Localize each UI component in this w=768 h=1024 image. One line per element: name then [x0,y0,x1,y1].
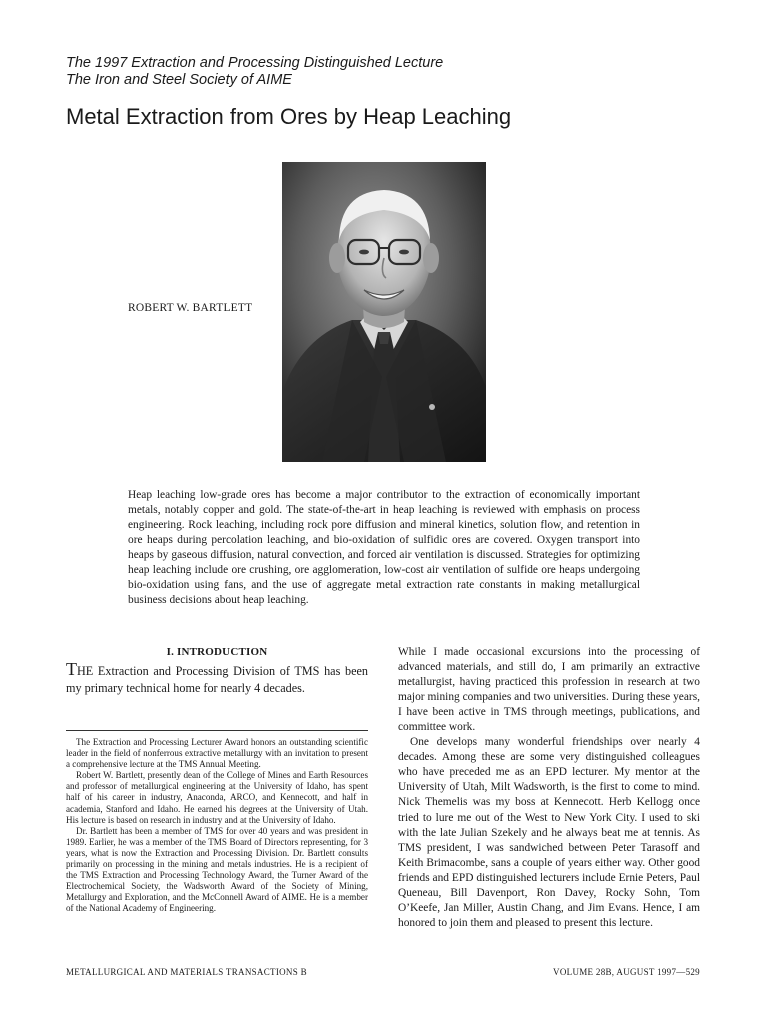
introduction-text: HE Extraction and Processing Division of TMS has been my primary technical home for nearly 4 decades. [66,664,368,695]
footnote-membership: Dr. Bartlett has been a member of TMS for over 40 years and was president in 1989. Earlier, he was a member of the TMS Board of Directors representing, for 3 years, what is now the Extraction and Processing Division. Dr. Bartlett consults primarily on processing in the mining and metals industries. He is a recipient of the TMS Extraction and Processing Technology Award, the Turner Award of the Electrochemical Society, the Wadsworth Award of the Society of Mining, Metallurgy and Exploration, and the McConnell Award of AIME. He is a member of the National Academy of Engineering. [66,825,368,914]
author-name: ROBERT W. BARTLETT [128,302,253,314]
article-title: Metal Extraction from Ores by Heap Leaching [66,104,512,129]
footnote-divider [66,730,368,731]
drop-cap: T [66,659,77,679]
author-portrait-photo [282,162,486,462]
footnote-award: The Extraction and Processing Lecturer Award honors an outstanding scientific leader in the field of nonferrous extractive metallurgy with an invitation to present a comprehensive lecture at the TMS Annual Meeting. [66,737,368,770]
lecture-line-1: The 1997 Extraction and Processing Distinguished Lecture [66,55,444,71]
paragraph: While I made occasional excursions into the processing of advanced materials, and still do, I am primarily an extractive metallurgist, having practiced this profession in research at two major mining companies and two universities. During these years, I have been active in TMS through meetings, publications, and committee work. [398,646,700,734]
running-footer-journal: METALLURGICAL AND MATERIALS TRANSACTIONS B [66,967,307,977]
lecture-line-2: The Iron and Steel Society of AIME [66,72,292,88]
introduction-paragraph [66,661,368,697]
portrait-illustration [282,162,486,462]
footnotes [66,737,368,915]
footnote-biography: Robert W. Bartlett, presently dean of the College of Mines and Earth Resources and professor of metallurgical engineering at the University of Idaho, has spent half of his career in industry, Anaconda, ARCO, and Kennecott, and half in academia, Stanford and Idaho. He earned his degrees at the University of Utah. His lecture is based on research in industry and at the University of Idaho. [66,770,368,825]
right-column-text [398,645,700,931]
section-heading-introduction: I. INTRODUCTION [166,646,268,658]
running-footer-volume-page: VOLUME 28B, AUGUST 1997—529 [553,967,700,977]
abstract: Heap leaching low-grade ores has become a major contributor to the extraction of economically important metals, notably copper and gold. The state-of-the-art in heap leaching is reviewed with emphasis on process engineering. Rock leaching, including rock pore diffusion and mineral kinetics, solution flow, and retention in ore heaps during percolation leaching, and bio-oxidation of sulfidic ores are covered. Oxygen transport into heaps by gaseous diffusion, natural convection, and forced air ventilation is discussed. Strategies for optimizing heap leaching include ore crushing, ore agglomeration, low-cost air ventilation of sulfide ore heaps undergoing bio-oxidation using fans, and the use of aggregate metal extraction rate constants in making metallurgical business decisions about heap leaching. [128,489,640,606]
paragraph: One develops many wonderful friendships over nearly 4 decades. Among these are some very distinguished colleagues who have preceded me as an EPD lecturer. My mentor at the University of Utah, Milt Wadsworth, is the first to come to mind. Nick Themelis was my boss at Kennecott. Herb Kellogg once tried to lure me out of the West to New York City. I used to ski with the late Julian Szekely and he always beat me at tennis. As TMS president, I was sandwiched between Peter Tarasoff and Keith Brimacombe, sans a couple of years either way. Other good friends and EPD distinguished lecturers include Ernie Peters, Paul Queneau, Bill Davenport, Ron Davey, Rocky Sohn, Tom O’Keefe, Jan Miller, Austin Chang, and Jim Evans. Hence, I am honored to join them and pleased to present this lecture. [398,736,700,929]
